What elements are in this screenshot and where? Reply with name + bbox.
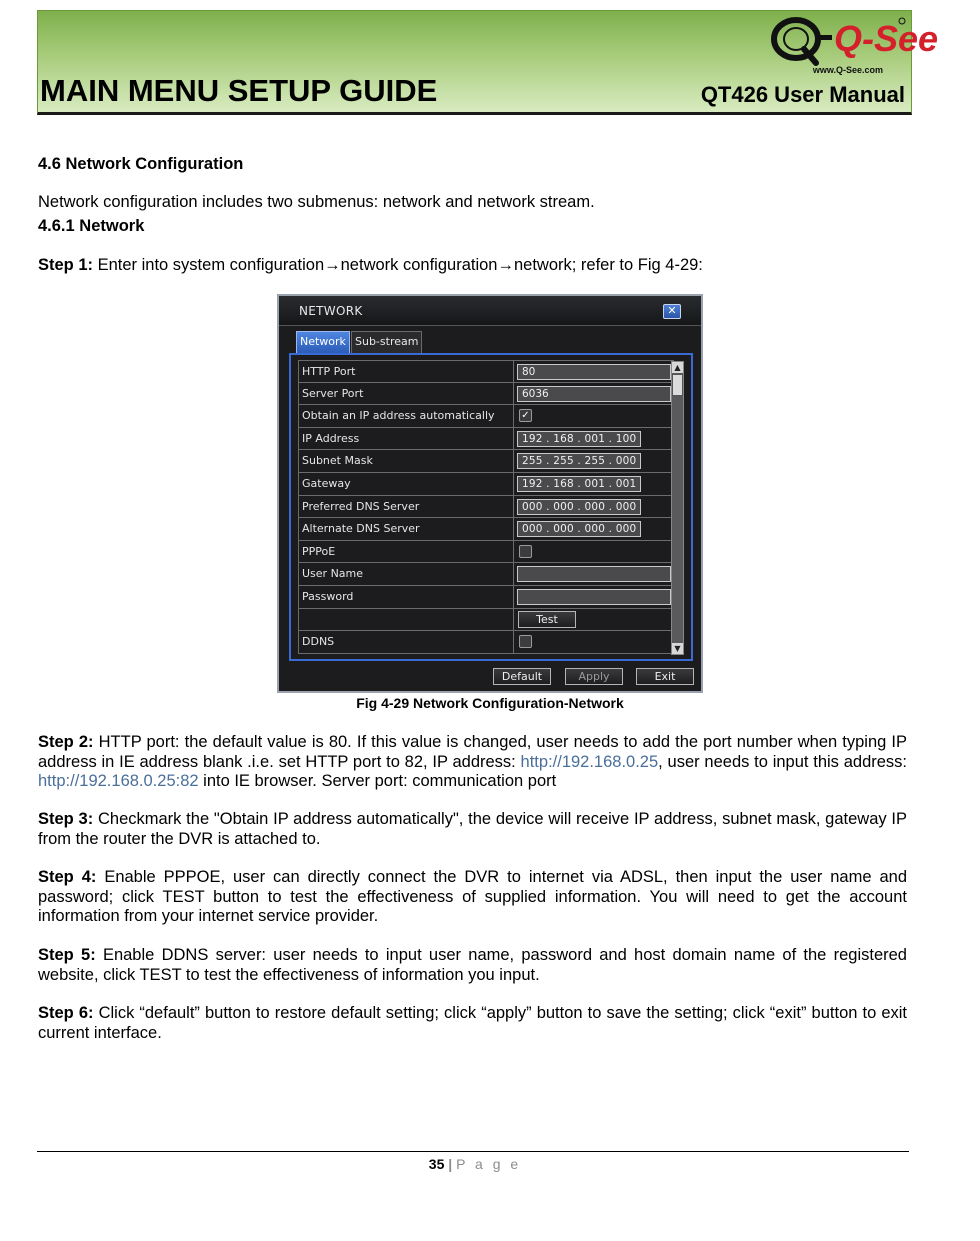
gateway-input[interactable]: 192 . 168 . 001 . 001 xyxy=(517,476,641,492)
row-ddns xyxy=(298,631,674,654)
pppoe-label: PPPoE xyxy=(298,541,514,563)
exit-button[interactable]: Exit xyxy=(636,668,694,685)
ip-link[interactable]: http://192.168.0.25 xyxy=(520,752,659,771)
row-server-port xyxy=(298,383,674,406)
ip-port-link[interactable]: http://192.168.0.25:82 xyxy=(38,772,199,790)
alternate-dns-label: Alternate DNS Server xyxy=(298,518,514,540)
scroll-down-icon[interactable]: ▼ xyxy=(672,643,683,654)
step-6-text: Click “default” button to restore default setting; click “apply” button to save the setting; click “exit” button to exit current interface. xyxy=(38,1004,907,1042)
logo-url: www.Q-See.com xyxy=(812,65,883,75)
page-number: 35 xyxy=(428,1156,445,1172)
step-2-label: Step 2: xyxy=(38,733,94,751)
step-2-text-b: , user needs to input this address: xyxy=(658,752,908,771)
page-footer xyxy=(0,1156,950,1172)
subnet-mask-label: Subnet Mask xyxy=(298,450,514,472)
network-dialog xyxy=(277,294,703,693)
step-1-label: Step 1: xyxy=(38,256,94,274)
dialog-title: NETWORK xyxy=(299,304,363,318)
step-5 xyxy=(38,946,907,985)
step-1 xyxy=(38,256,907,276)
scroll-up-icon[interactable]: ▲ xyxy=(672,362,683,373)
tab-network[interactable]: Network xyxy=(296,331,350,353)
page-title: MAIN MENU SETUP GUIDE xyxy=(40,73,438,108)
ip-address-label: IP Address xyxy=(298,428,514,450)
http-port-label: HTTP Port xyxy=(298,361,514,382)
step-2-text-a: HTTP port: the default value is 80. If this value is changed, user needs to add the port number when typing IP address in IE address blank .i.e. set HTTP port to 82, IP address: xyxy=(38,733,908,771)
pppoe-checkbox[interactable] xyxy=(519,545,532,558)
row-user-name xyxy=(298,563,674,586)
preferred-dns-input[interactable]: 000 . 000 . 000 . 000 xyxy=(517,499,641,515)
obtain-ip-label: Obtain an IP address automatically xyxy=(298,405,514,427)
default-button[interactable]: Default xyxy=(493,668,551,685)
password-label: Password xyxy=(298,586,514,608)
password-input[interactable] xyxy=(517,589,671,605)
figure-caption: Fig 4-29 Network Configuration-Network xyxy=(356,695,624,711)
row-pppoe xyxy=(298,541,674,564)
gateway-label: Gateway xyxy=(298,473,514,495)
settings-scrollbar[interactable] xyxy=(671,361,684,655)
ip-address-input[interactable]: 192 . 168 . 001 . 100 xyxy=(517,431,641,447)
logo-text: Q-See xyxy=(834,18,939,59)
close-icon[interactable]: ✕ xyxy=(663,304,681,319)
header-banner xyxy=(37,10,939,115)
subsection-heading: 4.6.1 Network xyxy=(38,217,145,235)
step-6 xyxy=(38,1004,907,1043)
ddns-label: DDNS xyxy=(298,631,514,653)
section-intro: Network configuration includes two submenus: network and network stream. xyxy=(38,193,595,211)
preferred-dns-label: Preferred DNS Server xyxy=(298,496,514,518)
section-heading: 4.6 Network Configuration xyxy=(38,155,244,173)
http-port-input[interactable]: 80 xyxy=(517,364,671,380)
page-word: P a g e xyxy=(456,1156,522,1172)
obtain-ip-checkbox[interactable]: ✓ xyxy=(519,409,532,422)
manual-title: QT426 User Manual xyxy=(700,82,905,107)
step-2-text-c: into IE browser. Server port: communication port xyxy=(198,772,557,790)
step-5-text: Enable DDNS server: user needs to input user name, password and host domain name of the registered website, click TEST to test the effectiveness of information you input. xyxy=(38,946,907,984)
step-2 xyxy=(38,733,907,792)
subnet-mask-input[interactable]: 255 . 255 . 255 . 000 xyxy=(517,453,641,469)
server-port-label: Server Port xyxy=(298,383,514,405)
page-separator: | xyxy=(444,1156,457,1172)
step-1-text: Enter into system configuration→network configuration→network; refer to Fig 4-29: xyxy=(93,256,703,274)
row-gateway xyxy=(298,473,674,496)
user-name-input[interactable] xyxy=(517,566,671,582)
row-http-port xyxy=(298,360,674,383)
user-name-label: User Name xyxy=(298,563,514,585)
tab-sub-stream[interactable]: Sub-stream xyxy=(351,331,422,353)
step-5-label: Step 5: xyxy=(38,946,96,964)
row-subnet-mask xyxy=(298,450,674,473)
step-3-text: Checkmark the "Obtain IP address automatically", the device will receive IP address, subnet mask, gateway IP from the router the DVR is attached to. xyxy=(38,810,907,848)
test-button[interactable]: Test xyxy=(518,611,576,628)
settings-grid xyxy=(298,360,674,654)
footer-divider xyxy=(37,1151,909,1152)
network-settings-panel xyxy=(289,353,693,661)
dialog-title-bar xyxy=(279,296,701,326)
ddns-checkbox[interactable] xyxy=(519,635,532,648)
row-ip-address xyxy=(298,428,674,451)
row-preferred-dns xyxy=(298,496,674,519)
apply-button[interactable]: Apply xyxy=(565,668,623,685)
step-3-label: Step 3: xyxy=(38,810,94,828)
step-4-label: Step 4: xyxy=(38,868,97,886)
row-alternate-dns xyxy=(298,518,674,541)
scroll-thumb[interactable] xyxy=(672,374,683,396)
step-6-label: Step 6: xyxy=(38,1004,94,1022)
step-3 xyxy=(38,810,907,849)
alternate-dns-input[interactable]: 000 . 000 . 000 . 000 xyxy=(517,521,641,537)
test-row-label xyxy=(298,609,514,631)
row-test xyxy=(298,609,674,632)
step-4-text: Enable PPPOE, user can directly connect the DVR to internet via ADSL, then input the user name and password; click TEST button to test the effectiveness of supplied information. You will need to get the account information from your internet service provider. xyxy=(38,868,907,925)
row-obtain-ip xyxy=(298,405,674,428)
server-port-input[interactable]: 6036 xyxy=(517,386,671,402)
row-password xyxy=(298,586,674,609)
step-4 xyxy=(38,868,907,927)
